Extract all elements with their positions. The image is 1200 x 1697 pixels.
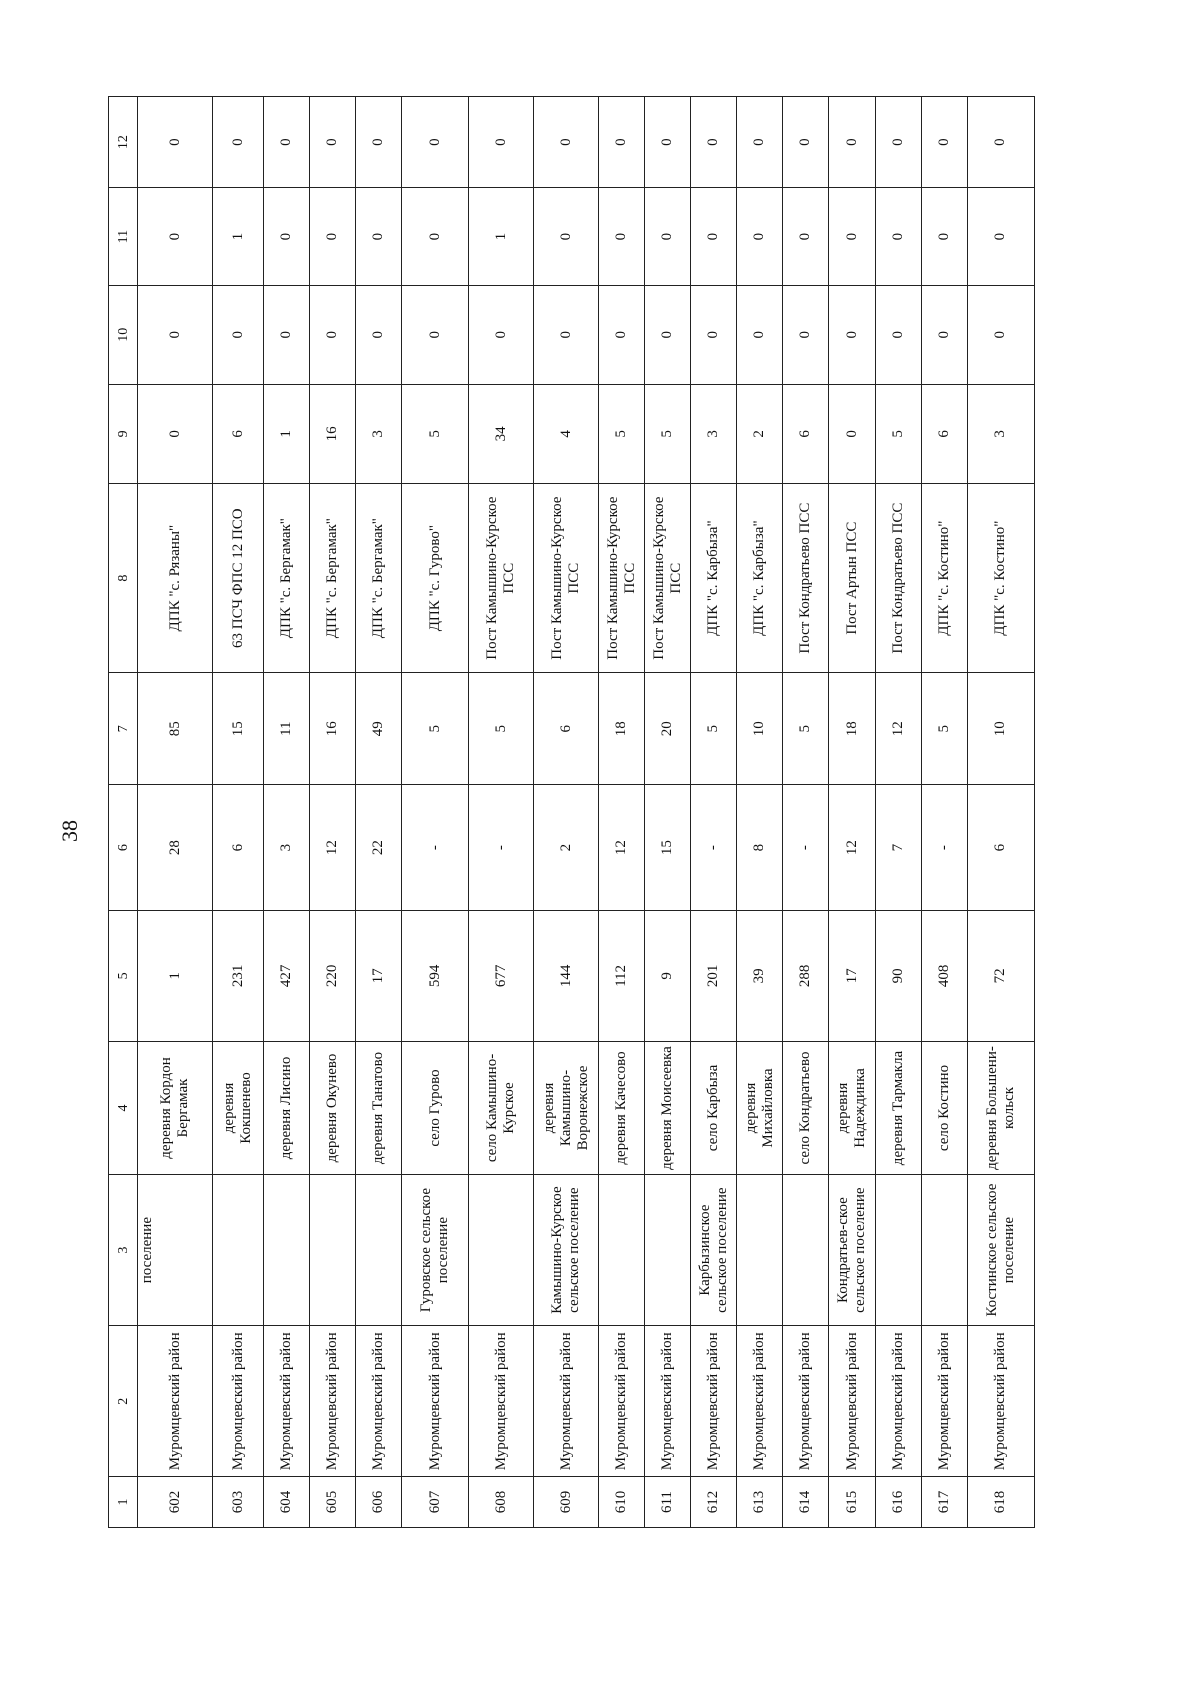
value-6-cell: -	[691, 785, 737, 910]
value-11-cell: 0	[309, 188, 355, 286]
settlement-cell: поселение	[138, 1174, 213, 1326]
value-9-cell: 2	[737, 384, 783, 484]
value-10-cell: 0	[599, 285, 645, 384]
locality-cell: деревня Лисино	[263, 1042, 309, 1175]
value-11-cell: 0	[875, 188, 921, 286]
settlement-cell	[599, 1174, 645, 1326]
table-row	[783, 97, 829, 1528]
value-12-cell: 0	[213, 97, 263, 188]
value-12-cell: 0	[645, 97, 691, 188]
value-10-cell: 0	[263, 285, 309, 384]
locality-cell: село Камышино-Курское	[469, 1042, 534, 1175]
district-cell: Муромцевский район	[138, 1326, 213, 1477]
district-cell: Муромцевский район	[691, 1326, 737, 1477]
value-7-cell: 5	[691, 673, 737, 785]
value-5-cell: 220	[309, 910, 355, 1042]
value-12-cell: 0	[263, 97, 309, 188]
value-10-cell: 0	[875, 285, 921, 384]
value-5-cell: 17	[829, 910, 875, 1042]
locality-cell: село Костино	[921, 1042, 967, 1175]
row-number-cell: 602	[138, 1477, 213, 1528]
value-6-cell: 6	[213, 785, 263, 910]
value-7-cell: 85	[138, 673, 213, 785]
value-11-cell: 0	[691, 188, 737, 286]
table-row	[213, 97, 263, 1528]
locality-cell: деревня Михайловка	[737, 1042, 783, 1175]
settlement-cell: Карбызинское сельское поселение	[691, 1174, 737, 1326]
row-number-cell: 615	[829, 1477, 875, 1528]
value-10-cell: 0	[783, 285, 829, 384]
settlement-cell	[263, 1174, 309, 1326]
value-12-cell: 0	[829, 97, 875, 188]
row-number-cell: 605	[309, 1477, 355, 1528]
value-10-cell: 0	[829, 285, 875, 384]
district-cell: Муромцевский район	[875, 1326, 921, 1477]
locality-cell: деревня Тармакла	[875, 1042, 921, 1175]
value-9-cell: 34	[469, 384, 534, 484]
table-row	[469, 97, 534, 1528]
district-cell: Муромцевский район	[599, 1326, 645, 1477]
value-6-cell: 2	[534, 785, 599, 910]
value-11-cell: 0	[263, 188, 309, 286]
locality-cell: деревня Окунево	[309, 1042, 355, 1175]
value-11-cell: 0	[402, 188, 469, 286]
value-9-cell: 5	[402, 384, 469, 484]
locality-cell: деревня Камышино-Воронежское	[534, 1042, 599, 1175]
table-row	[355, 97, 401, 1528]
district-cell: Муромцевский район	[783, 1326, 829, 1477]
table-row	[829, 97, 875, 1528]
header-row	[109, 97, 138, 1528]
value-12-cell: 0	[691, 97, 737, 188]
table-row	[599, 97, 645, 1528]
settlements-table-wrap	[108, 96, 1035, 1528]
value-5-cell: 677	[469, 910, 534, 1042]
value-5-cell: 231	[213, 910, 263, 1042]
district-cell: Муромцевский район	[534, 1326, 599, 1477]
value-12-cell: 0	[309, 97, 355, 188]
table-row	[645, 97, 691, 1528]
table-row	[967, 97, 1034, 1528]
value-12-cell: 0	[469, 97, 534, 188]
fire-unit-cell: 63 ПСЧ ФПС 12 ПСО	[213, 484, 263, 673]
value-6-cell: 12	[309, 785, 355, 910]
value-11-cell: 0	[599, 188, 645, 286]
district-cell: Муромцевский район	[309, 1326, 355, 1477]
district-cell: Муромцевский район	[402, 1326, 469, 1477]
value-9-cell: 6	[921, 384, 967, 484]
fire-unit-cell: ДПК "с. Карбыза"	[737, 484, 783, 673]
value-5-cell: 90	[875, 910, 921, 1042]
fire-unit-cell: ДПК "с. Бергамак"	[309, 484, 355, 673]
value-12-cell: 0	[534, 97, 599, 188]
value-7-cell: 18	[599, 673, 645, 785]
table-body	[138, 97, 1035, 1528]
value-7-cell: 20	[645, 673, 691, 785]
value-6-cell: -	[469, 785, 534, 910]
value-12-cell: 0	[737, 97, 783, 188]
table-row	[875, 97, 921, 1528]
district-cell: Муромцевский район	[737, 1326, 783, 1477]
district-cell: Муромцевский район	[645, 1326, 691, 1477]
settlement-cell: Камышино-Курское сельское поселение	[534, 1174, 599, 1326]
value-6-cell: 12	[599, 785, 645, 910]
value-7-cell: 10	[737, 673, 783, 785]
col-header-12: 12	[109, 97, 138, 188]
locality-cell: деревня Большени-кольск	[967, 1042, 1034, 1175]
row-number-cell: 611	[645, 1477, 691, 1528]
col-header-9: 9	[109, 384, 138, 484]
value-6-cell: 15	[645, 785, 691, 910]
value-10-cell: 0	[645, 285, 691, 384]
row-number-cell: 616	[875, 1477, 921, 1528]
fire-unit-cell: ДПК "с. Костино"	[967, 484, 1034, 673]
value-6-cell: 3	[263, 785, 309, 910]
value-10-cell: 0	[534, 285, 599, 384]
value-9-cell: 3	[967, 384, 1034, 484]
settlement-cell	[469, 1174, 534, 1326]
value-11-cell: 0	[355, 188, 401, 286]
row-number-cell: 608	[469, 1477, 534, 1528]
value-7-cell: 18	[829, 673, 875, 785]
fire-unit-cell: Пост Артын ПСС	[829, 484, 875, 673]
locality-cell: село Кондратьево	[783, 1042, 829, 1175]
value-5-cell: 17	[355, 910, 401, 1042]
value-6-cell: 8	[737, 785, 783, 910]
settlement-cell: Кондратьев-ское сельское поселение	[829, 1174, 875, 1326]
value-6-cell: 22	[355, 785, 401, 910]
value-11-cell: 0	[967, 188, 1034, 286]
value-9-cell: 4	[534, 384, 599, 484]
fire-unit-cell: Пост Камышино-Курское ПСС	[645, 484, 691, 673]
row-number-cell: 603	[213, 1477, 263, 1528]
value-12-cell: 0	[875, 97, 921, 188]
value-11-cell: 0	[138, 188, 213, 286]
value-12-cell: 0	[138, 97, 213, 188]
locality-cell: село Гурово	[402, 1042, 469, 1175]
value-7-cell: 10	[967, 673, 1034, 785]
col-header-11: 11	[109, 188, 138, 286]
value-5-cell: 144	[534, 910, 599, 1042]
value-6-cell: -	[783, 785, 829, 910]
settlement-cell	[921, 1174, 967, 1326]
settlement-cell	[645, 1174, 691, 1326]
fire-unit-cell: Пост Камышино-Курское ПСС	[534, 484, 599, 673]
value-11-cell: 0	[829, 188, 875, 286]
district-cell: Муромцевский район	[213, 1326, 263, 1477]
locality-cell: деревня Качесово	[599, 1042, 645, 1175]
value-7-cell: 5	[402, 673, 469, 785]
settlement-cell	[875, 1174, 921, 1326]
col-header-10: 10	[109, 285, 138, 384]
district-cell: Муромцевский район	[355, 1326, 401, 1477]
value-7-cell: 16	[309, 673, 355, 785]
row-number-cell: 617	[921, 1477, 967, 1528]
value-11-cell: 0	[783, 188, 829, 286]
value-5-cell: 427	[263, 910, 309, 1042]
table-row	[737, 97, 783, 1528]
value-7-cell: 15	[213, 673, 263, 785]
value-5-cell: 594	[402, 910, 469, 1042]
value-7-cell: 12	[875, 673, 921, 785]
value-7-cell: 49	[355, 673, 401, 785]
col-header-7: 7	[109, 673, 138, 785]
fire-unit-cell: Пост Камышино-Курское ПСС	[469, 484, 534, 673]
value-11-cell: 0	[737, 188, 783, 286]
value-11-cell: 0	[921, 188, 967, 286]
table-row	[534, 97, 599, 1528]
table-row	[263, 97, 309, 1528]
value-7-cell: 6	[534, 673, 599, 785]
value-5-cell: 112	[599, 910, 645, 1042]
value-5-cell: 201	[691, 910, 737, 1042]
value-5-cell: 408	[921, 910, 967, 1042]
value-6-cell: -	[402, 785, 469, 910]
value-10-cell: 0	[402, 285, 469, 384]
value-9-cell: 0	[138, 384, 213, 484]
district-cell: Муромцевский район	[263, 1326, 309, 1477]
col-header-3: 3	[109, 1174, 138, 1326]
district-cell: Муромцевский район	[469, 1326, 534, 1477]
value-12-cell: 0	[921, 97, 967, 188]
fire-unit-cell: ДПК "с. Бергамак"	[355, 484, 401, 673]
locality-cell: деревня Танатово	[355, 1042, 401, 1175]
value-12-cell: 0	[355, 97, 401, 188]
fire-unit-cell: Пост Кондратьево ПСС	[875, 484, 921, 673]
value-9-cell: 1	[263, 384, 309, 484]
settlement-cell	[783, 1174, 829, 1326]
fire-unit-cell: ДПК "с. Рязаны"	[138, 484, 213, 673]
value-10-cell: 0	[138, 285, 213, 384]
value-11-cell: 1	[469, 188, 534, 286]
settlement-cell	[737, 1174, 783, 1326]
value-9-cell: 16	[309, 384, 355, 484]
settlement-cell: Костинское сельское поселение	[967, 1174, 1034, 1326]
row-number-cell: 614	[783, 1477, 829, 1528]
row-number-cell: 618	[967, 1477, 1034, 1528]
value-5-cell: 72	[967, 910, 1034, 1042]
locality-cell: деревня Кордон Бергамак	[138, 1042, 213, 1175]
value-10-cell: 0	[213, 285, 263, 384]
value-9-cell: 5	[599, 384, 645, 484]
value-12-cell: 0	[599, 97, 645, 188]
value-11-cell: 1	[213, 188, 263, 286]
value-10-cell: 0	[921, 285, 967, 384]
value-10-cell: 0	[737, 285, 783, 384]
page-number: 38	[57, 820, 82, 842]
value-10-cell: 0	[309, 285, 355, 384]
settlement-cell	[355, 1174, 401, 1326]
value-10-cell: 0	[967, 285, 1034, 384]
row-number-cell: 613	[737, 1477, 783, 1528]
row-number-cell: 609	[534, 1477, 599, 1528]
locality-cell: деревня Надеждинка	[829, 1042, 875, 1175]
value-11-cell: 0	[534, 188, 599, 286]
table-row	[921, 97, 967, 1528]
district-cell: Муромцевский район	[921, 1326, 967, 1477]
value-7-cell: 5	[783, 673, 829, 785]
value-9-cell: 5	[875, 384, 921, 484]
settlement-cell: Гуровское сельское поселение	[402, 1174, 469, 1326]
district-cell: Муромцевский район	[829, 1326, 875, 1477]
fire-unit-cell: ДПК "с. Костино"	[921, 484, 967, 673]
locality-cell: деревня Кокшенево	[213, 1042, 263, 1175]
district-cell: Муромцевский район	[967, 1326, 1034, 1477]
value-5-cell: 9	[645, 910, 691, 1042]
row-number-cell: 612	[691, 1477, 737, 1528]
col-header-6: 6	[109, 785, 138, 910]
value-10-cell: 0	[355, 285, 401, 384]
value-10-cell: 0	[469, 285, 534, 384]
locality-cell: село Карбыза	[691, 1042, 737, 1175]
value-5-cell: 39	[737, 910, 783, 1042]
col-header-1: 1	[109, 1477, 138, 1528]
value-5-cell: 1	[138, 910, 213, 1042]
value-9-cell: 0	[829, 384, 875, 484]
row-number-cell: 606	[355, 1477, 401, 1528]
value-12-cell: 0	[402, 97, 469, 188]
value-6-cell: 7	[875, 785, 921, 910]
settlements-table	[108, 96, 1035, 1528]
row-number-cell: 604	[263, 1477, 309, 1528]
value-9-cell: 3	[691, 384, 737, 484]
value-9-cell: 6	[213, 384, 263, 484]
settlement-cell	[309, 1174, 355, 1326]
table-row	[402, 97, 469, 1528]
fire-unit-cell: Пост Камышино-Курское ПСС	[599, 484, 645, 673]
table-row	[691, 97, 737, 1528]
fire-unit-cell: ДПК "с. Гурово"	[402, 484, 469, 673]
value-7-cell: 5	[921, 673, 967, 785]
settlement-cell	[213, 1174, 263, 1326]
fire-unit-cell: ДПК "с. Карбыза"	[691, 484, 737, 673]
table-row	[138, 97, 213, 1528]
value-10-cell: 0	[691, 285, 737, 384]
value-9-cell: 5	[645, 384, 691, 484]
value-6-cell: 28	[138, 785, 213, 910]
value-6-cell: 6	[967, 785, 1034, 910]
row-number-cell: 610	[599, 1477, 645, 1528]
value-5-cell: 288	[783, 910, 829, 1042]
col-header-2: 2	[109, 1326, 138, 1477]
value-11-cell: 0	[645, 188, 691, 286]
col-header-4: 4	[109, 1042, 138, 1175]
fire-unit-cell: Пост Кондратьево ПСС	[783, 484, 829, 673]
col-header-5: 5	[109, 910, 138, 1042]
value-7-cell: 11	[263, 673, 309, 785]
row-number-cell: 607	[402, 1477, 469, 1528]
value-9-cell: 6	[783, 384, 829, 484]
value-6-cell: -	[921, 785, 967, 910]
value-12-cell: 0	[783, 97, 829, 188]
value-7-cell: 5	[469, 673, 534, 785]
locality-cell: деревня Моисеевка	[645, 1042, 691, 1175]
value-6-cell: 12	[829, 785, 875, 910]
value-12-cell: 0	[967, 97, 1034, 188]
value-9-cell: 3	[355, 384, 401, 484]
table-row	[309, 97, 355, 1528]
fire-unit-cell: ДПК "с. Бергамак"	[263, 484, 309, 673]
col-header-8: 8	[109, 484, 138, 673]
